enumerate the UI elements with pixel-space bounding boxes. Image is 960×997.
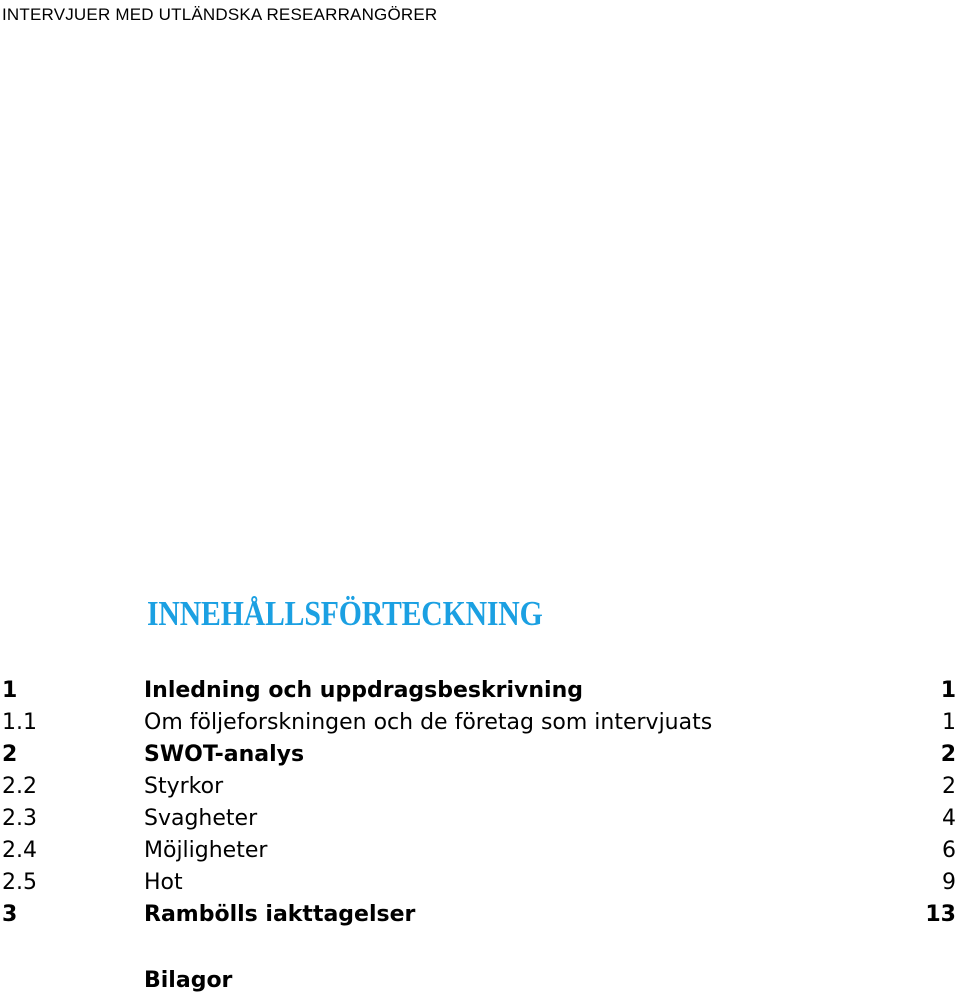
toc-entry-text: Hot [144,870,183,895]
toc-entry-text: Svagheter [144,806,258,831]
toc-entry-number: 2.3 [2,806,37,831]
toc-entry-number: 2.4 [2,838,37,863]
toc-entry-number: 3 [2,902,18,927]
toc-entry-text: Styrkor [144,774,224,799]
toc-entry-number: 1 [2,678,18,703]
toc-entry[interactable] [0,899,956,931]
toc-entry[interactable] [0,835,956,867]
toc-entry-page: 6 [942,838,956,863]
toc-entry-text: SWOT-analys [144,742,305,767]
running-header: INTERVJUER MED UTLÄNDSKA RESEARRANGÖRER [2,5,438,24]
toc-entry-number: 1.1 [2,710,37,735]
toc-entry-page: 1 [942,710,956,735]
toc-entry-page: 1 [940,678,956,703]
toc-entry-page: 4 [942,806,956,831]
toc-entry-page: 2 [940,742,956,767]
toc-entry[interactable] [0,675,956,707]
toc-entry[interactable] [0,867,956,899]
toc-entry-page: 2 [942,774,956,799]
table-of-contents [0,675,956,931]
toc-entry-number: 2.2 [2,774,37,799]
toc-entry[interactable] [0,771,956,803]
toc-entry-text: Om följeforskningen och de företag som intervjuats [144,710,713,735]
toc-entry-text: Möjligheter [144,838,268,863]
toc-entry-text: Rambölls iakttagelser [144,902,416,927]
toc-title: INNEHÅLLSFÖRTECKNING [147,594,543,633]
toc-entry-page: 9 [942,870,956,895]
toc-entry-page: 13 [925,902,956,927]
appendix-heading[interactable]: Bilagor [144,968,233,993]
toc-entry-text: Inledning och uppdragsbeskrivning [144,678,583,703]
toc-entry[interactable] [0,707,956,739]
toc-entry[interactable] [0,803,956,835]
toc-entry[interactable] [0,739,956,771]
toc-entry-number: 2.5 [2,870,37,895]
toc-entry-number: 2 [2,742,18,767]
